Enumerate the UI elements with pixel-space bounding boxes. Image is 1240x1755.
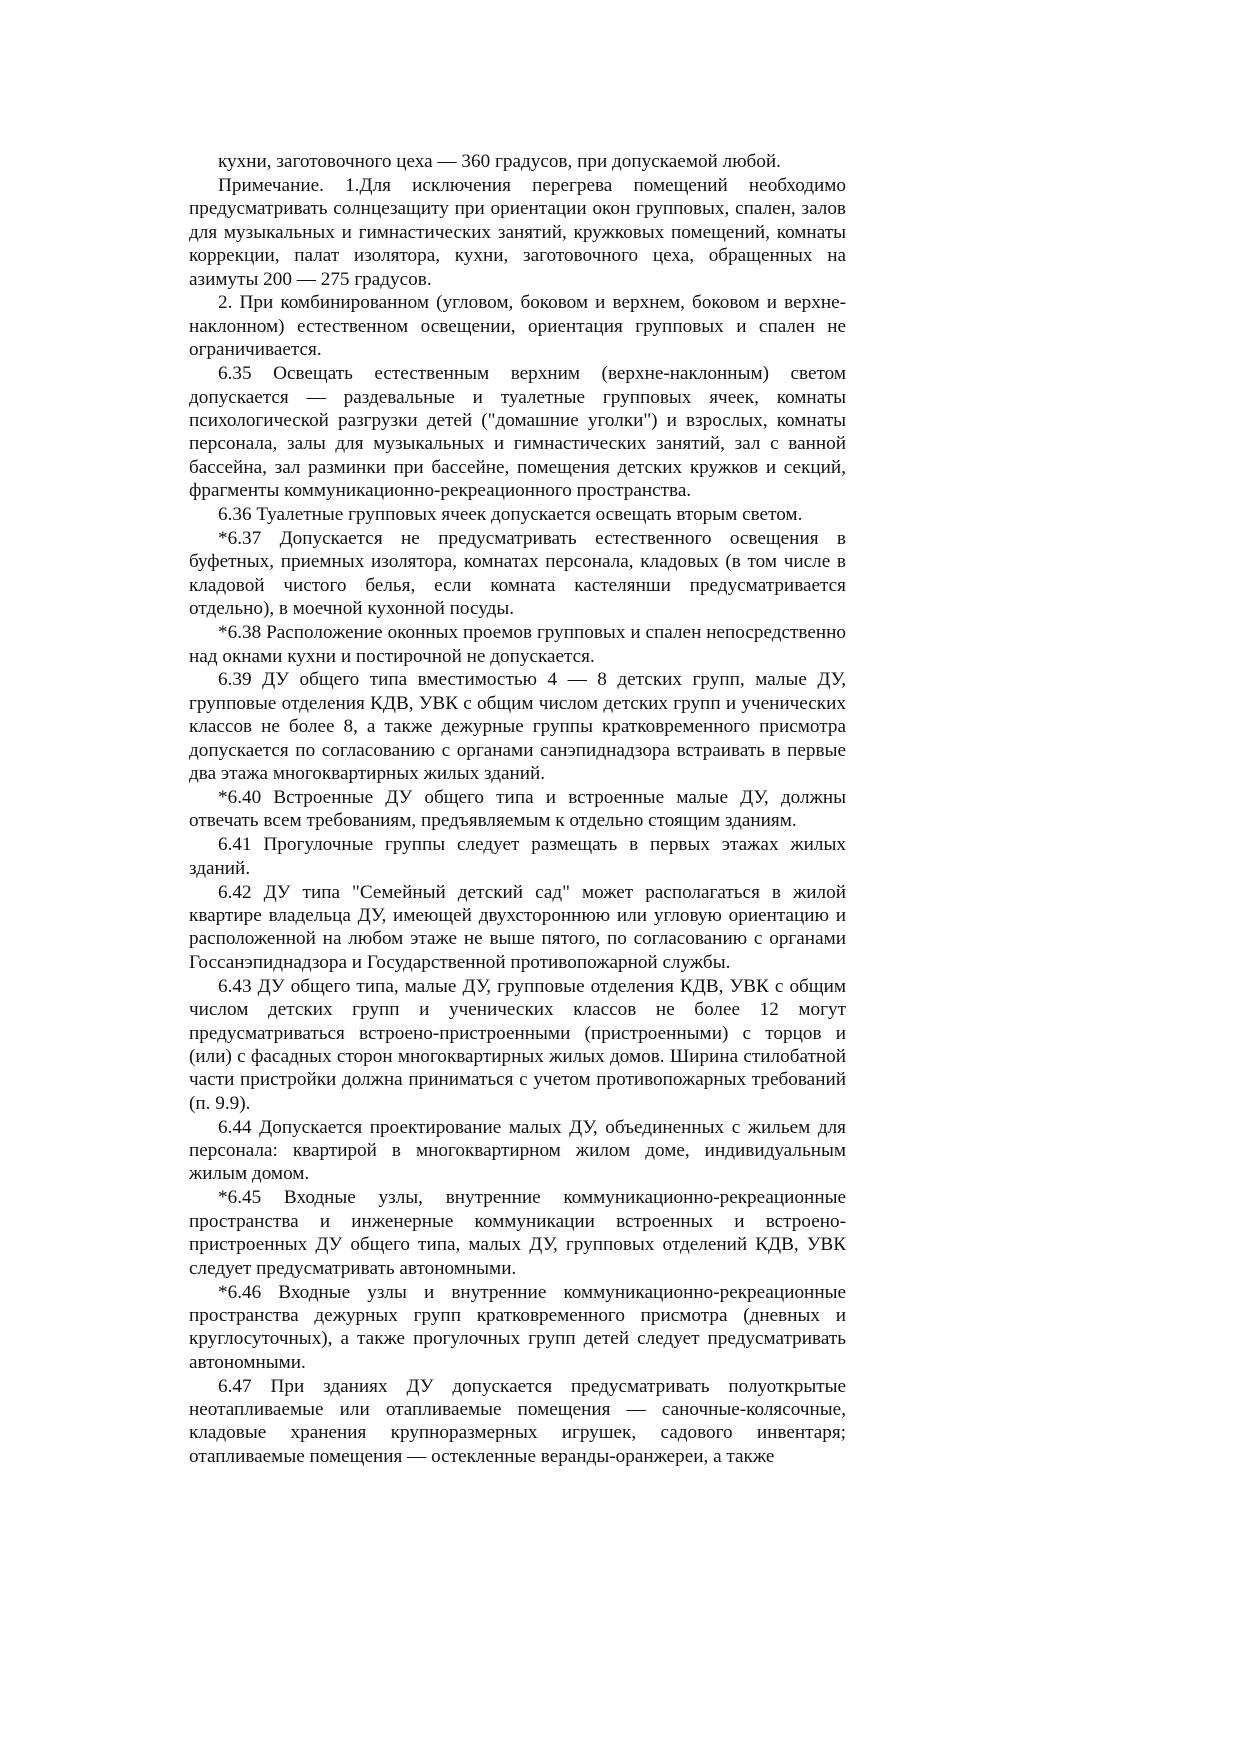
paragraph-6-41: 6.41 Прогулочные группы следует размещать в первых этажах жилых зданий. <box>189 834 846 879</box>
paragraph-6-37: *6.37 Допускается не предусматривать естественного освещения в буфетных, приемных изолятора, комнатах персонала, кладовых (в том числе в кладовой чистого белья, если комната кастелянши предусматривается отдельно), в моечной кухонной посуды. <box>189 528 846 620</box>
paragraph-note-1: Примечание. 1.Для исключения перегрева помещений необходимо предусматривать солнцезащиту при ориентации окон групповых, спален, залов для музыкальных и гимнастических занятий, кружковых помещений, комнаты коррекции, палат изолятора, кухни, заготовочного цеха, обращенных на азимуты 200 — 275 градусов. <box>189 174 846 290</box>
paragraph-6-40: *6.40 Встроенные ДУ общего типа и встроенные малые ДУ, должны отвечать всем требованиям, предъявляемым к отдельно стоящим зданиям. <box>189 786 846 832</box>
paragraph-6-38: *6.38 Расположение оконных проемов групповых и спален непосредственно над окнами кухни и постирочной не допускается. <box>189 622 846 667</box>
paragraph-6-35: 6.35 Освещать естественным верхним (верхне-наклонным) светом допускается — раздевальные и туалетные групповых ячеек, комнаты психологической разгрузки детей ("домашние уголки") и взрослых, комнаты персонала, залы для музыкальных и гимнастических занятий, зал с ванной бассейна, зал разминки при бассейне, помещения детских кружков и секций, фрагменты коммуникационно-рекреационного пространства. <box>189 363 846 502</box>
paragraph-6-44: 6.44 Допускается проектирование малых ДУ, объединенных с жильем для персонала: квартирой в многоквартирном жилом доме, индивидуальным жилым домом. <box>189 1116 846 1185</box>
paragraph-continuation: кухни, заготовочного цеха — 360 градусов, при допускаемой любой. <box>218 151 781 172</box>
paragraph-6-46: *6.46 Входные узлы и внутренние коммуникационно-рекреационные пространства дежурных групп кратковременного присмотра (дневных и круглосуточных), а также прогулочных групп детей следует предусматривать автономными. <box>189 1281 846 1373</box>
document-body <box>189 150 846 1469</box>
paragraph-6-43: 6.43 ДУ общего типа, малые ДУ, групповые отделения КДВ, УВК с общим числом детских групп и ученических классов не более 12 могут предусматриваться встроено-пристроенными (пристроенными) с торцов и (или) с фасадных сторон многоквартирных жилых домов. Ширина стилобатной части пристройки должна приниматься с учетом противопожарных требований (п. 9.9). <box>189 975 846 1114</box>
paragraph-6-42: 6.42 ДУ типа "Семейный детский сад" может располагаться в жилой квартире владельца ДУ, имеющей двухстороннюю или угловую ориентацию и расположенной на любом этаже не выше пятого, по согласованию с органами Госсанэпиднадзора и Государственной противопожарной службы. <box>189 881 846 973</box>
paragraph-6-36: 6.36 Туалетные групповых ячеек допускается освещать вторым светом. <box>218 504 803 526</box>
paragraph-note-2: 2. При комбинированном (угловом, боковом и верхнем, боковом и верхне-наклонном) естественном освещении, ориентация групповых и спален не ограничивается. <box>189 292 846 361</box>
paragraph-6-39: 6.39 ДУ общего типа вместимостью 4 — 8 детских групп, малые ДУ, групповые отделения КДВ, УВК с общим числом детских групп и ученических классов не более 8, а также дежурные группы кратковременного присмотра допускается по согласованию с органами санэпиднадзора встраивать в первые два этажа многоквартирных жилых зданий. <box>189 669 846 785</box>
paragraph-6-45: *6.45 Входные узлы, внутренние коммуникационно-рекреационные пространства и инженерные коммуникации встроенных и встроено-пристроенных ДУ общего типа, малых ДУ, групповых отделений КДВ, УВК следует предусматривать автономными. <box>189 1187 846 1279</box>
paragraph-6-47: 6.47 При зданиях ДУ допускается предусматривать полуоткрытые неотапливаемые или отапливаемые помещения — саночные-колясочные, кладовые хранения крупноразмерных игрушек, садового инвентаря; отапливаемые помещения — остекленные веранды-оранжереи, а также <box>189 1375 846 1467</box>
